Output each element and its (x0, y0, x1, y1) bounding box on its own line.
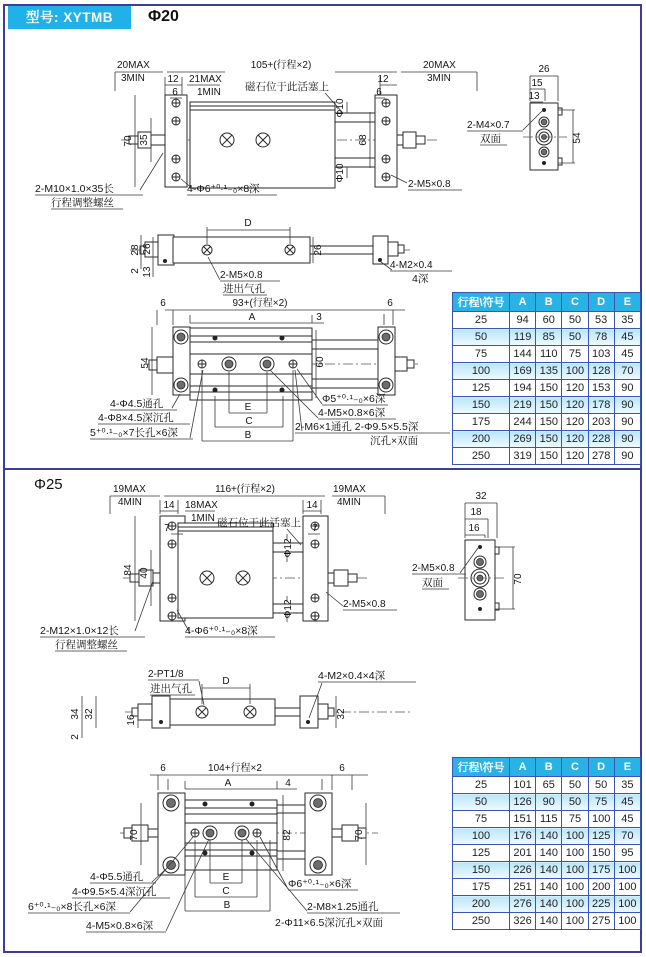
table-cell: 120 (562, 414, 588, 431)
thread-label: 2-M6×1通孔 2-Φ9.5×5.5深 (295, 421, 419, 433)
table-cell: 128 (588, 363, 614, 380)
table-row (453, 448, 641, 465)
section-title-phi25: Φ25 (34, 476, 63, 493)
table-cell: 120 (562, 397, 588, 414)
table-cell: 45 (614, 811, 640, 828)
table-row (453, 879, 641, 896)
dim-label: 3MIN (427, 73, 451, 84)
dim-label: C (245, 416, 253, 427)
table-cell: 119 (510, 329, 536, 346)
table-cell: 125 (453, 380, 510, 397)
table-cell: 60 (536, 312, 562, 329)
table-cell: 278 (588, 448, 614, 465)
dim-label: 20MAX (117, 60, 150, 71)
dim-label: 7 (312, 523, 318, 534)
table-cell: 50 (562, 794, 588, 811)
table-cell: 200 (453, 431, 510, 448)
dim-label: 2 (70, 734, 81, 740)
table-cell: 50 (562, 312, 588, 329)
table-cell: 100 (562, 896, 588, 913)
table-cell: 101 (510, 777, 536, 794)
dim-label: 3 (316, 312, 322, 323)
dim-label: 4 (285, 778, 291, 789)
table-cell: 200 (588, 879, 614, 896)
table-cell: 50 (562, 329, 588, 346)
table-row (453, 794, 641, 811)
dim-label: Φ12 (283, 538, 294, 558)
table-row (453, 828, 641, 845)
table-cell: 75 (562, 811, 588, 828)
table-cell: 100 (453, 828, 510, 845)
dim-label: 6 (339, 763, 345, 774)
table-cell: 50 (453, 329, 510, 346)
table-cell: 100 (562, 862, 588, 879)
table-cell: 125 (453, 845, 510, 862)
counterbore-label: 4-Φ9.5×5.4深沉孔 (72, 886, 157, 898)
table-cell: 150 (588, 845, 614, 862)
dim-label: A (248, 312, 256, 323)
table-header-cell: B (536, 293, 562, 312)
table-cell: 120 (562, 448, 588, 465)
port-thread-label: 2-PT1/8 (148, 669, 184, 680)
table-cell: 226 (510, 862, 536, 879)
dim-label: Φ10 (335, 98, 346, 118)
dim-label: 13 (142, 266, 153, 278)
dim-label: 6 (160, 298, 166, 309)
table-row (453, 363, 641, 380)
dim-label: 82 (282, 829, 293, 841)
dim-label: 1MIN (191, 513, 215, 524)
dim-label: 13 (528, 91, 540, 102)
table-cell: 103 (588, 346, 614, 363)
table-cell: 203 (588, 414, 614, 431)
table-cell: 140 (536, 879, 562, 896)
table-cell: 150 (453, 397, 510, 414)
phi20-top-view (60, 205, 460, 295)
thread-label: 4-M5×0.8×6深 (318, 407, 386, 419)
dim-label: D (222, 676, 230, 687)
table-cell: 120 (562, 431, 588, 448)
thread-label: 2-M8×1.25通孔 (307, 901, 379, 913)
dim-label: 32 (84, 708, 95, 720)
table-header-cell: 行程\符号 (453, 758, 510, 777)
table-cell: 201 (510, 845, 536, 862)
table-cell: 250 (453, 448, 510, 465)
dim-label: Φ12 (283, 599, 294, 619)
stroke-adjust-screw-label: 2-M12×1.0×12长 (40, 625, 119, 637)
table-cell: 150 (536, 414, 562, 431)
table-cell: 151 (510, 811, 536, 828)
table-cell: 90 (536, 794, 562, 811)
both-sides-label: 双面 (480, 133, 501, 145)
dim-label: D (244, 218, 252, 229)
through-hole-label: 4-Φ4.5通孔 (110, 398, 164, 410)
phi20-front-view (25, 55, 505, 225)
dim-label: 18MAX (185, 500, 218, 511)
magnet-note-label: 磁石位于此活塞上 (217, 517, 301, 529)
table-row (453, 913, 641, 930)
table-cell: 100 (588, 811, 614, 828)
dim-label: 4MIN (337, 497, 361, 508)
table-header-cell: D (588, 293, 614, 312)
dim-label: 6 (376, 87, 382, 98)
dim-label: 32 (475, 491, 487, 502)
table-cell: 150 (536, 431, 562, 448)
both-sides-label: 2-Φ11×6.5深沉孔×双面 (275, 917, 383, 929)
dim-label: 14 (163, 500, 175, 511)
dim-label: 3MIN (121, 73, 145, 84)
table-cell: 275 (588, 913, 614, 930)
table-cell: 94 (510, 312, 536, 329)
table-header-cell: E (614, 758, 640, 777)
table-cell: 45 (614, 329, 640, 346)
table-row (453, 380, 641, 397)
table-cell: 178 (588, 397, 614, 414)
table-cell: 150 (453, 862, 510, 879)
counterbore-label: 4-Φ6⁺⁰·¹₋₀×8深 (187, 183, 260, 195)
table-cell: 75 (453, 346, 510, 363)
table-header-row (453, 758, 641, 777)
table-cell: 150 (536, 397, 562, 414)
dim-label: 26 (313, 244, 324, 256)
counterbore-label: 4-Φ6⁺⁰·¹₋₀×8深 (185, 625, 258, 637)
model-badge: 型号: XYTMB (8, 6, 131, 29)
thread-label: 2-M4×0.7 (467, 120, 510, 131)
table-cell: 110 (536, 346, 562, 363)
dim-label: 32 (336, 708, 347, 720)
table-cell: 50 (562, 777, 588, 794)
dim-label: 16 (468, 523, 480, 534)
dim-label: B (223, 900, 231, 911)
dim-label: B (244, 430, 252, 441)
dim-label: 70 (354, 829, 365, 841)
dim-label: 35 (139, 134, 150, 146)
table-header-cell: A (510, 293, 536, 312)
table-header-cell: C (562, 293, 588, 312)
dim-label: 4MIN (118, 497, 142, 508)
dim-label: 40 (139, 567, 150, 579)
phi25-side-dim-lines (412, 503, 515, 609)
table-cell: 228 (588, 431, 614, 448)
dim-label: 6 (387, 298, 393, 309)
thread-label: 2-M5×0.8 (408, 179, 451, 190)
dim-label: 19MAX (113, 484, 146, 495)
table-row (453, 811, 641, 828)
table-cell: 35 (614, 777, 640, 794)
table-cell: 90 (614, 397, 640, 414)
table-cell: 100 (614, 913, 640, 930)
phi25-spec-table (452, 757, 641, 930)
dim-label: 84 (123, 564, 134, 576)
table-header-row (453, 293, 641, 312)
phi20-side-geometry (523, 103, 567, 170)
table-cell: 200 (453, 896, 510, 913)
table-header-cell: 行程\符号 (453, 293, 510, 312)
dim-label: 34 (70, 708, 81, 720)
table-cell: 251 (510, 879, 536, 896)
thread-label: 4-M5×0.8×6深 (86, 920, 154, 932)
table-header-cell: A (510, 758, 536, 777)
table-cell: 45 (614, 794, 640, 811)
dim-label: 26 (142, 243, 153, 255)
dim-label: A (224, 778, 232, 789)
dim-label: 70 (513, 573, 524, 585)
dim-label: E (222, 872, 230, 883)
table-cell: 100 (614, 896, 640, 913)
table-row (453, 346, 641, 363)
table-cell: 140 (536, 845, 562, 862)
dim-label: 93+(行程×2) (232, 298, 288, 309)
table-cell: 78 (588, 329, 614, 346)
table-cell: 100 (614, 879, 640, 896)
table-cell: 75 (453, 811, 510, 828)
dim-label: 16 (126, 714, 137, 726)
dim-label: 70 (129, 829, 140, 841)
table-cell: 50 (453, 794, 510, 811)
dim-label: C (222, 886, 230, 897)
table-cell: 65 (536, 777, 562, 794)
depth-label: 4深 (412, 273, 429, 285)
thread-label: 4-M2×0.4×4深 (318, 670, 386, 682)
table-cell: 75 (588, 794, 614, 811)
dim-label: 26 (538, 64, 550, 75)
table-cell: 326 (510, 913, 536, 930)
table-cell: 219 (510, 397, 536, 414)
table-cell: 120 (562, 380, 588, 397)
dim-label: 2 (130, 268, 141, 274)
air-port-label: 进出气孔 (150, 683, 192, 695)
dim-label: 19MAX (333, 484, 366, 495)
pin-hole-label: Φ6⁺⁰·¹₋₀×6深 (288, 878, 352, 890)
table-cell: 90 (614, 414, 640, 431)
phi20-spec-table (452, 292, 641, 465)
table-cell: 175 (588, 862, 614, 879)
table-row (453, 845, 641, 862)
dim-label: 15 (531, 78, 543, 89)
table-cell: 100 (453, 363, 510, 380)
table-cell: 150 (536, 448, 562, 465)
table-cell: 53 (588, 312, 614, 329)
dim-label: 105+(行程×2) (250, 60, 312, 71)
table-cell: 175 (453, 414, 510, 431)
dim-label: 70 (123, 135, 134, 147)
table-row (453, 431, 641, 448)
table-cell: 90 (614, 448, 640, 465)
dim-label: 12 (167, 74, 179, 85)
dim-label: 21MAX (189, 74, 222, 85)
table-cell: 194 (510, 380, 536, 397)
table-cell: 144 (510, 346, 536, 363)
table-cell: 153 (588, 380, 614, 397)
magnet-note-label: 磁石位于此活塞上 (245, 81, 329, 93)
thread-label: 2-M5×0.8 (412, 563, 455, 574)
dim-label: 104+行程×2 (208, 763, 262, 774)
phi25-top-view (60, 660, 460, 770)
table-row (453, 777, 641, 794)
table-header-cell: E (614, 293, 640, 312)
table-cell: 100 (562, 879, 588, 896)
table-cell: 176 (510, 828, 536, 845)
table-row (453, 312, 641, 329)
table-cell: 175 (453, 879, 510, 896)
phi25-front-geometry (123, 516, 370, 621)
phi25-bottom-geometry (120, 793, 378, 875)
table-cell: 140 (536, 862, 562, 879)
table-cell: 85 (536, 329, 562, 346)
table-cell: 269 (510, 431, 536, 448)
dim-label: 18 (470, 507, 482, 518)
table-cell: 169 (510, 363, 536, 380)
phi25-side-geometry (458, 540, 506, 620)
table-cell: 100 (614, 862, 640, 879)
table-cell: 244 (510, 414, 536, 431)
dim-label: E (244, 402, 252, 413)
pin-hole-label: Φ5⁺⁰·¹₋₀×6深 (322, 393, 386, 405)
phi25-side-view (400, 485, 645, 650)
table-cell: 45 (614, 346, 640, 363)
slot-label: 6⁺⁰·¹₋₀×8长孔×6深 (28, 901, 116, 913)
phi20-side-view (455, 58, 645, 208)
table-cell: 140 (536, 896, 562, 913)
table-row (453, 329, 641, 346)
both-sides-label: 双面 (422, 577, 443, 589)
table-cell: 125 (588, 828, 614, 845)
stroke-adjust-screw-label: 行程调整螺丝 (51, 197, 114, 209)
table-cell: 70 (614, 828, 640, 845)
table-cell: 115 (536, 811, 562, 828)
thread-label: 4-M2×0.4 (390, 260, 433, 271)
table-cell: 135 (536, 363, 562, 380)
phi20-top-geometry (130, 235, 412, 265)
table-header-cell: C (562, 758, 588, 777)
table-cell: 150 (536, 380, 562, 397)
table-cell: 25 (453, 312, 510, 329)
table-cell: 225 (588, 896, 614, 913)
phi20-front-geometry (121, 95, 440, 188)
table-cell: 319 (510, 448, 536, 465)
through-hole-label: 4-Φ5.5通孔 (90, 871, 144, 883)
dim-label: 12 (377, 74, 389, 85)
table-cell: 95 (614, 845, 640, 862)
slot-label: 5⁺⁰·¹₋₀×7长孔×6深 (90, 427, 178, 439)
table-cell: 250 (453, 913, 510, 930)
table-row (453, 862, 641, 879)
dim-label: 1MIN (197, 87, 221, 98)
table-cell: 100 (562, 363, 588, 380)
table-cell: 25 (453, 777, 510, 794)
dim-label: 54 (572, 132, 583, 144)
dim-label: 28 (130, 244, 141, 256)
table-cell: 100 (562, 845, 588, 862)
thread-label: 2-M5×0.8 (343, 599, 386, 610)
table-cell: 100 (562, 913, 588, 930)
phi25-bottom-view (20, 755, 450, 955)
stroke-adjust-screw-label: 行程调整螺丝 (55, 639, 118, 651)
phi20-bottom-geometry (145, 327, 418, 400)
air-port-label: 进出气孔 (223, 283, 265, 295)
table-row (453, 896, 641, 913)
table-header-cell: B (536, 758, 562, 777)
dim-label: 54 (140, 357, 151, 369)
port-thread-label: 2-M5×0.8 (220, 270, 263, 281)
table-cell: 90 (614, 431, 640, 448)
counterbore-label: 4-Φ8×4.5深沉孔 (98, 412, 174, 424)
table-cell: 50 (588, 777, 614, 794)
table-row (453, 414, 641, 431)
table-cell: 126 (510, 794, 536, 811)
table-cell: 140 (536, 913, 562, 930)
table-cell: 75 (562, 346, 588, 363)
dim-label: 116+(行程×2) (215, 484, 275, 495)
table-cell: 70 (614, 363, 640, 380)
stroke-adjust-screw-label: 2-M10×1.0×35长 (35, 183, 114, 195)
table-cell: 90 (614, 380, 640, 397)
dim-label: Φ10 (335, 163, 346, 183)
dim-label: 7 (164, 523, 170, 534)
table-header-cell: D (588, 758, 614, 777)
dim-label: 68 (358, 134, 369, 146)
table-cell: 35 (614, 312, 640, 329)
both-sides-label: 沉孔×双面 (370, 435, 419, 447)
dim-label: 60 (315, 356, 326, 368)
section-title-phi20: Φ20 (148, 8, 179, 25)
phi25-top-geometry (125, 696, 412, 728)
table-cell: 276 (510, 896, 536, 913)
dim-label: 20MAX (423, 60, 456, 71)
dim-label: 14 (306, 500, 318, 511)
table-row (453, 397, 641, 414)
phi20-bottom-view (60, 290, 455, 475)
table-cell: 100 (562, 828, 588, 845)
dim-label: 6 (160, 763, 166, 774)
dim-label: 6 (172, 87, 178, 98)
table-cell: 140 (536, 828, 562, 845)
